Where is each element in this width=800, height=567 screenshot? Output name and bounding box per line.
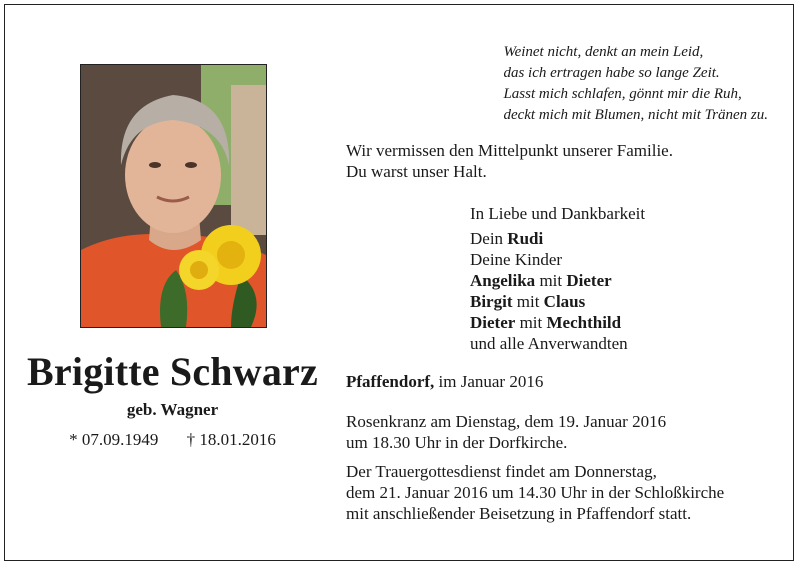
family-children-label: Deine Kinder [470,250,563,269]
intro-line: Du warst unser Halt. [346,162,487,181]
life-dates [0,430,345,450]
family-signatures [470,203,645,354]
family-pair: Dieter mit Mechthild [470,313,622,332]
service-line: mit anschließender Beisetzung in Pfaffendorf statt. [346,504,692,523]
poem-line: Lasst mich schlafen, gönnt mir die Ruh, [503,86,742,102]
family-pair: Angelika mit Dieter [470,271,612,290]
intro-text [346,140,673,182]
family-closing: und alle Anverwandten [470,334,628,353]
rosary-line: Rosenkranz am Dienstag, dem 19. Januar 2016 [346,412,667,431]
rosary-line: um 18.30 Uhr in der Dorfkirche. [346,433,568,452]
portrait-illustration [81,65,266,327]
poem-line: deckt mich mit Blumen, nicht mit Tränen zu. [503,107,768,123]
birth-name: geb. Wagner [126,400,219,419]
place-date [346,371,543,392]
family-pair: Birgit mit Claus [470,292,586,311]
spouse-name: Rudi [507,229,544,248]
service-line: dem 21. Januar 2016 um 14.30 Uhr in der Schloßkirche [346,483,725,502]
intro-line: Wir vermissen den Mittelpunkt unserer Familie. [346,141,673,160]
poem [503,42,768,126]
place: Pfaffendorf, [346,372,435,391]
poem-line: das ich ertragen habe so lange Zeit. [503,65,720,81]
portrait-photo [80,64,267,328]
death-date: † 18.01.2016 [186,430,276,449]
birth-date: * 07.09.1949 [69,430,159,449]
family-spouse: Dein Rudi [470,229,544,248]
family-heading: In Liebe und Dankbarkeit [470,204,646,223]
rosary-info [346,411,666,453]
service-info [346,461,724,524]
service-line: Der Trauergottesdienst findet am Donnerstag, [346,462,657,481]
poem-line: Weinet nicht, denkt an mein Leid, [503,44,704,60]
deceased-name: Brigitte Schwarz [27,349,318,394]
date: im Januar 2016 [438,372,544,391]
